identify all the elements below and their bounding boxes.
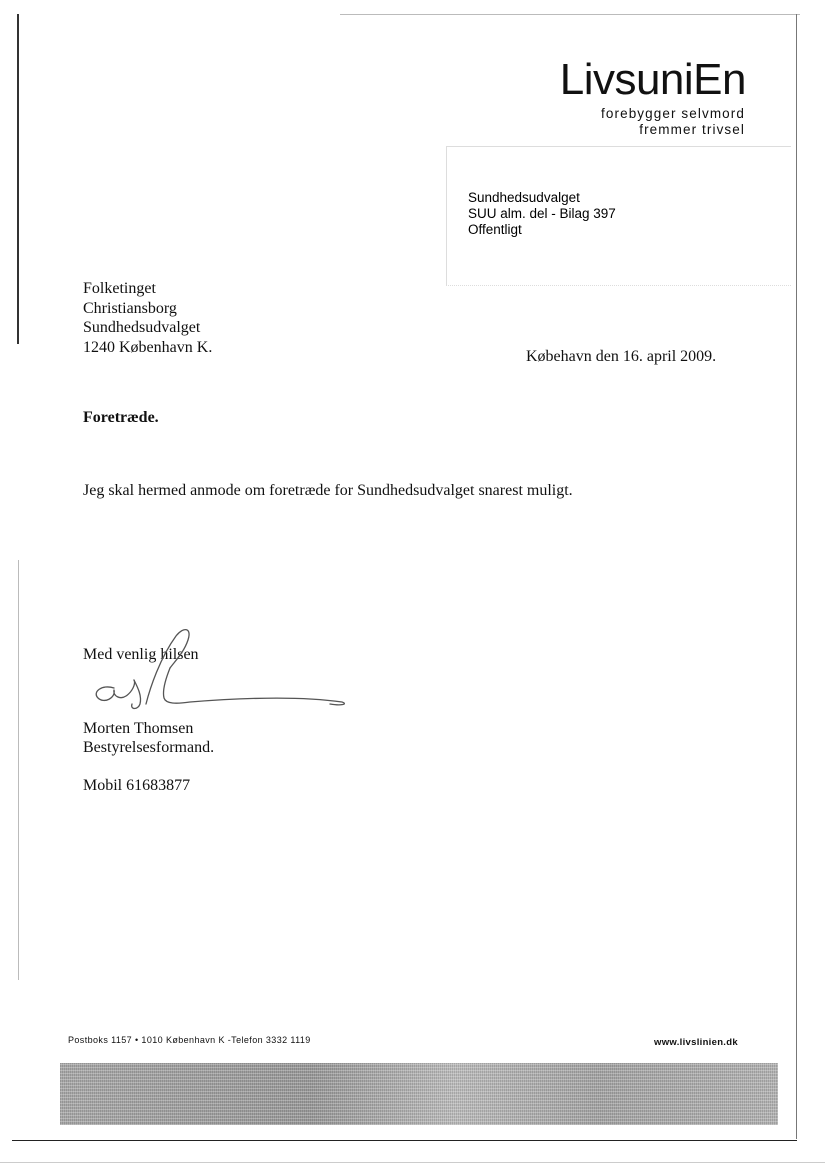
recipient-line-4: 1240 København K.	[83, 338, 213, 356]
recipient-line-1: Folketinget	[83, 280, 156, 297]
letter-closing: Med venlig hilsen	[83, 646, 199, 663]
letterhead-logo: LivsuniEn	[559, 55, 746, 104]
scan-edge-right	[796, 14, 797, 1139]
letter-subject: Foretræde.	[83, 409, 159, 426]
letterhead-tagline-2: fremmer trivsel	[639, 122, 745, 137]
scan-edge-bottom	[12, 1140, 797, 1141]
signer-mobile: Mobil 61683877	[83, 777, 191, 794]
letter-date: Købehavn den 16. april 2009.	[526, 348, 717, 365]
stamp-status: Offentligt	[468, 222, 522, 237]
footer-decorative-band	[60, 1063, 778, 1125]
signer-name: Morten Thomsen	[83, 720, 194, 737]
recipient-line-2: Christiansborg	[83, 299, 177, 317]
stamp-committee: Sundhedsudvalget	[468, 190, 580, 205]
recipient-line-3: Sundhedsudvalget	[83, 319, 201, 336]
scan-edge-left-faint	[18, 560, 19, 980]
stamp-reference: SUU alm. del - Bilag 397	[468, 206, 616, 221]
letter-body: Jeg skal hermed anmode om foretræde for Sundhedsudvalget snarest muligt.	[83, 482, 573, 499]
letterhead-tagline-1: forebygger selvmord	[601, 106, 745, 121]
scan-edge-top	[340, 14, 800, 15]
scan-edge-bottom-faint	[0, 1162, 825, 1163]
signer-title: Bestyrelsesformand.	[83, 739, 215, 756]
footer-website[interactable]: www.livslinien.dk	[654, 1037, 738, 1048]
footer-address: Postboks 1157 • 1010 København K -Telefon 3332 1119	[68, 1035, 311, 1045]
handwritten-signature	[80, 618, 370, 728]
scan-edge-left	[17, 14, 19, 344]
